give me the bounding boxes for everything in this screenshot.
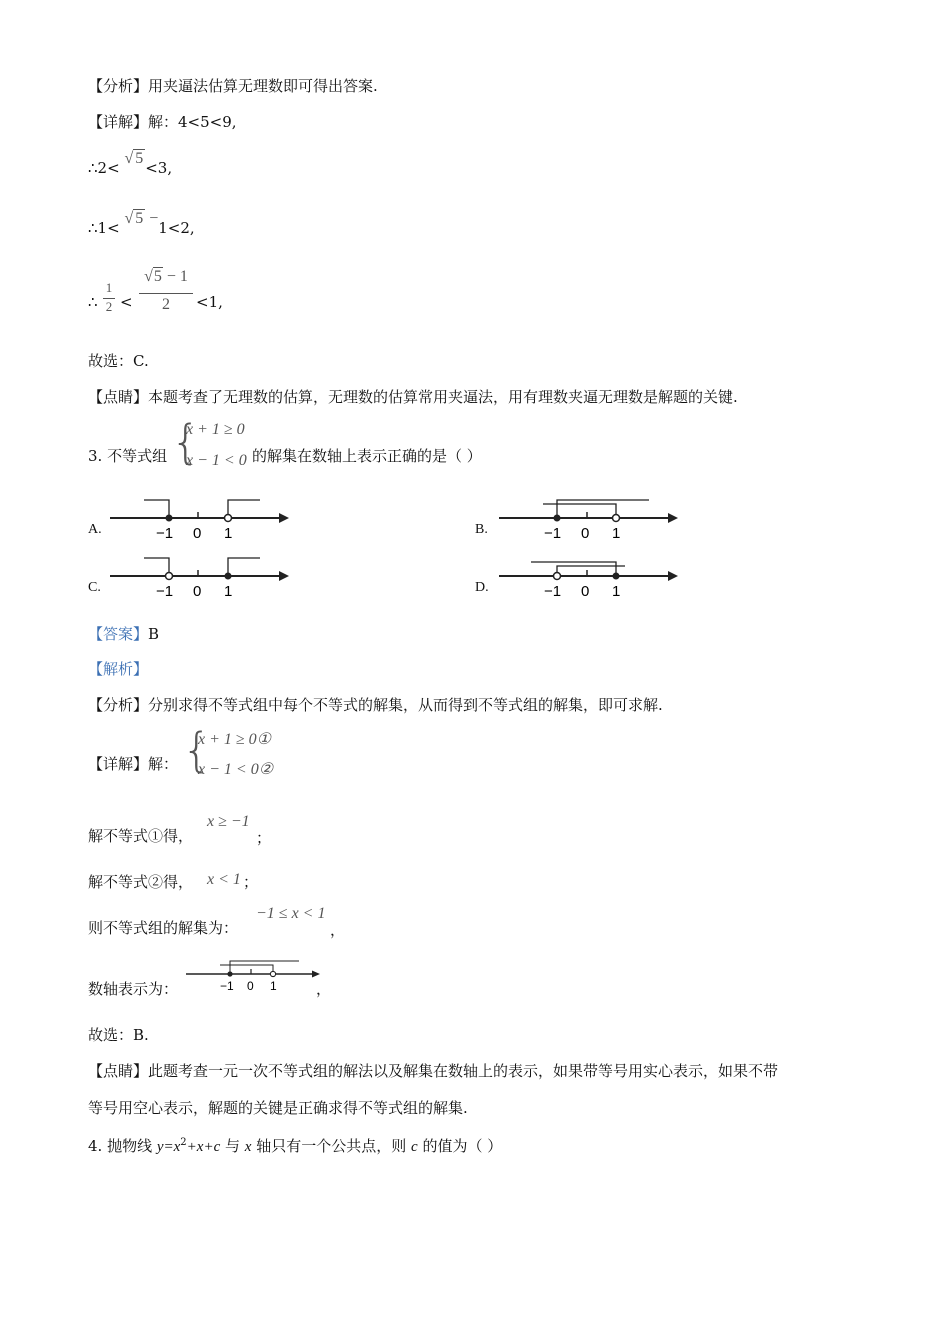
left-ray-bracket bbox=[144, 500, 169, 518]
q4-c: c bbox=[411, 1139, 418, 1155]
detail-ineq2: x − 1 < 0② bbox=[198, 761, 274, 778]
small-number-line bbox=[184, 958, 324, 994]
tick-label-minus1: −1 bbox=[220, 979, 234, 993]
detail-label bbox=[88, 754, 178, 774]
option-a-number-line bbox=[108, 494, 293, 544]
hollow-point-minus1 bbox=[554, 573, 561, 580]
step1-right: <3, bbox=[145, 159, 173, 177]
therefore-symbol: ∴ bbox=[88, 159, 98, 177]
q3-ineq1: x + 1 ≥ 0 bbox=[186, 421, 245, 438]
hollow-point-1 bbox=[225, 515, 232, 522]
half-numerator: 1 bbox=[105, 280, 113, 295]
q4-eq-sup: 2 bbox=[180, 1137, 187, 1148]
solid-point-minus1 bbox=[554, 515, 561, 522]
sqrt5-minus-expr: √ 5 − bbox=[124, 210, 159, 227]
step1-left: 2< bbox=[97, 159, 120, 177]
hollow-point-minus1 bbox=[166, 573, 173, 580]
big-fraction-bar bbox=[139, 293, 193, 294]
q4-stem bbox=[88, 1133, 502, 1157]
q2-analysis-line bbox=[88, 76, 378, 96]
upper-ray-bracket bbox=[230, 961, 299, 974]
right-ray-bracket bbox=[228, 558, 260, 576]
solve2-text: 解不等式②得， bbox=[88, 873, 194, 891]
detail-tag: 【详解】 bbox=[88, 755, 149, 773]
right-ray-bracket bbox=[228, 500, 260, 518]
q4-eq: y=x bbox=[156, 1139, 181, 1155]
option-b-number-line bbox=[497, 494, 682, 544]
solid-point-minus1 bbox=[227, 971, 232, 976]
q4-stem-d: 的值为（ ） bbox=[417, 1137, 503, 1155]
minus-sign: − bbox=[149, 210, 159, 227]
tick-label-1: 1 bbox=[224, 525, 233, 542]
arrow-head bbox=[279, 513, 289, 523]
sqrt-radicand: 5 bbox=[153, 268, 162, 285]
detail-text: 解： bbox=[148, 755, 179, 773]
option-c-label: C. bbox=[88, 580, 101, 595]
tick-label-1: 1 bbox=[224, 583, 233, 600]
solid-point-1 bbox=[225, 573, 232, 580]
solve1-math: x ≥ −1 bbox=[207, 813, 250, 830]
solve1-end: ； bbox=[256, 829, 272, 847]
point-tag: 【点睛】 bbox=[88, 388, 149, 406]
step3-right: <1, bbox=[196, 293, 223, 311]
detail-text: 解：4<5<9, bbox=[148, 113, 237, 131]
detail-tag: 【详解】 bbox=[88, 113, 149, 131]
solid-point-1 bbox=[613, 573, 620, 580]
point-text-1: 此题考查一元一次不等式组的解法以及解集在数轴上的表示，如果带等号用实心表示，如果不带 bbox=[148, 1062, 779, 1080]
arrow-head bbox=[668, 571, 678, 581]
axis-text: 数轴表示为： bbox=[88, 980, 179, 998]
solid-point-minus1 bbox=[166, 515, 173, 522]
q3-stem-suffix: 的解集在数轴上表示正确的是（ ） bbox=[252, 447, 482, 465]
q4-stem-b: 与 bbox=[220, 1137, 245, 1155]
step2-right: 1<2, bbox=[158, 219, 195, 237]
arrow-head bbox=[312, 971, 320, 978]
tick-label-minus1: −1 bbox=[156, 525, 174, 542]
q2-step1 bbox=[88, 150, 173, 179]
therefore-symbol: ∴ bbox=[88, 293, 98, 311]
upper-ray-bracket bbox=[531, 562, 616, 576]
q3-jiexi-tag: 【解析】 bbox=[88, 660, 149, 678]
therefore-symbol: ∴ bbox=[88, 219, 98, 237]
q4-stem-a: 4. 抛物线 bbox=[88, 1137, 157, 1155]
arrow-head bbox=[668, 513, 678, 523]
answer-tag: 【答案】 bbox=[88, 625, 149, 643]
option-a-label: A. bbox=[88, 522, 102, 537]
q4-x: x bbox=[244, 1139, 252, 1155]
set-text: 则不等式组的解集为： bbox=[88, 919, 239, 937]
q3-ineq2: x − 1 < 0 bbox=[186, 452, 247, 469]
step2-left: 1< bbox=[97, 219, 120, 237]
point-tag: 【点睛】 bbox=[88, 1062, 149, 1080]
set-end: ， bbox=[330, 921, 346, 939]
analysis-tag: 【分析】 bbox=[88, 77, 149, 95]
axis-end: ， bbox=[316, 980, 332, 998]
big-fraction-denominator: 2 bbox=[162, 296, 170, 313]
tick-label-minus1: −1 bbox=[544, 525, 562, 542]
q3-analysis-line bbox=[88, 695, 663, 715]
option-b-label: B. bbox=[475, 522, 488, 537]
left-ray-bracket bbox=[144, 558, 169, 576]
lower-ray-bracket bbox=[543, 504, 616, 518]
numerator-rest: − 1 bbox=[162, 268, 188, 285]
hollow-point-1 bbox=[613, 515, 620, 522]
q4-eq2: +x+c bbox=[186, 1139, 221, 1155]
tick-label-minus1: −1 bbox=[156, 583, 174, 600]
detail-ineq1: x + 1 ≥ 0① bbox=[198, 731, 272, 748]
solve2-math: x < 1 bbox=[207, 871, 241, 888]
q2-step2 bbox=[88, 210, 195, 239]
option-c-number-line bbox=[108, 552, 293, 602]
sqrt5-expr: √ 5 bbox=[124, 150, 144, 167]
tick-label-0: 0 bbox=[193, 583, 202, 600]
solve2-end: ； bbox=[243, 873, 259, 891]
q3-answer-line bbox=[88, 624, 159, 644]
tick-label-0: 0 bbox=[193, 525, 202, 542]
analysis-text: 分别求得不等式组中每个不等式的解集，从而得到不等式组的解集，即可求解. bbox=[148, 696, 663, 714]
q3-point-line2: 等号用空心表示，解题的关键是正确求得不等式组的解集. bbox=[88, 1099, 468, 1117]
q2-point-line bbox=[88, 387, 738, 407]
q3-point-line1 bbox=[88, 1061, 778, 1081]
option-d-label: D. bbox=[475, 580, 489, 595]
less-than: < bbox=[120, 293, 133, 311]
hollow-point-1 bbox=[270, 971, 275, 976]
point-text: 本题考查了无理数的估算，无理数的估算常用夹逼法，用有理数夹逼无理数是解题的关键. bbox=[148, 388, 738, 406]
tick-label-1: 1 bbox=[270, 979, 277, 993]
answer-value: B bbox=[148, 625, 160, 643]
sqrt-radicand: 5 bbox=[135, 210, 144, 227]
half-denominator: 2 bbox=[105, 299, 113, 314]
tick-label-1: 1 bbox=[612, 525, 621, 542]
q2-choice: 故选：C. bbox=[88, 352, 149, 370]
q3-stem-prefix: 3. 不等式组 bbox=[88, 447, 168, 465]
tick-label-minus1: −1 bbox=[544, 583, 562, 600]
analysis-tag: 【分析】 bbox=[88, 696, 149, 714]
q4-stem-c: 轴只有一个公共点，则 bbox=[251, 1137, 411, 1155]
sqrt-radicand: 5 bbox=[135, 150, 144, 167]
tick-label-0: 0 bbox=[581, 583, 590, 600]
set-math: −1 ≤ x < 1 bbox=[256, 905, 326, 922]
upper-ray-bracket bbox=[557, 500, 649, 518]
arrow-head bbox=[279, 571, 289, 581]
left-brace: { bbox=[171, 415, 201, 469]
q3-choice: 故选：B. bbox=[88, 1026, 149, 1044]
option-d-number-line bbox=[497, 552, 682, 602]
analysis-text: 用夹逼法估算无理数即可得出答案. bbox=[148, 77, 378, 95]
tick-label-0: 0 bbox=[247, 979, 254, 993]
tick-label-1: 1 bbox=[612, 583, 621, 600]
tick-label-0: 0 bbox=[581, 525, 590, 542]
q2-detail-line bbox=[88, 112, 237, 132]
solve1-text: 解不等式①得， bbox=[88, 827, 194, 845]
left-brace: { bbox=[182, 723, 212, 777]
big-fraction-numerator: √5 − 1 bbox=[144, 268, 188, 285]
